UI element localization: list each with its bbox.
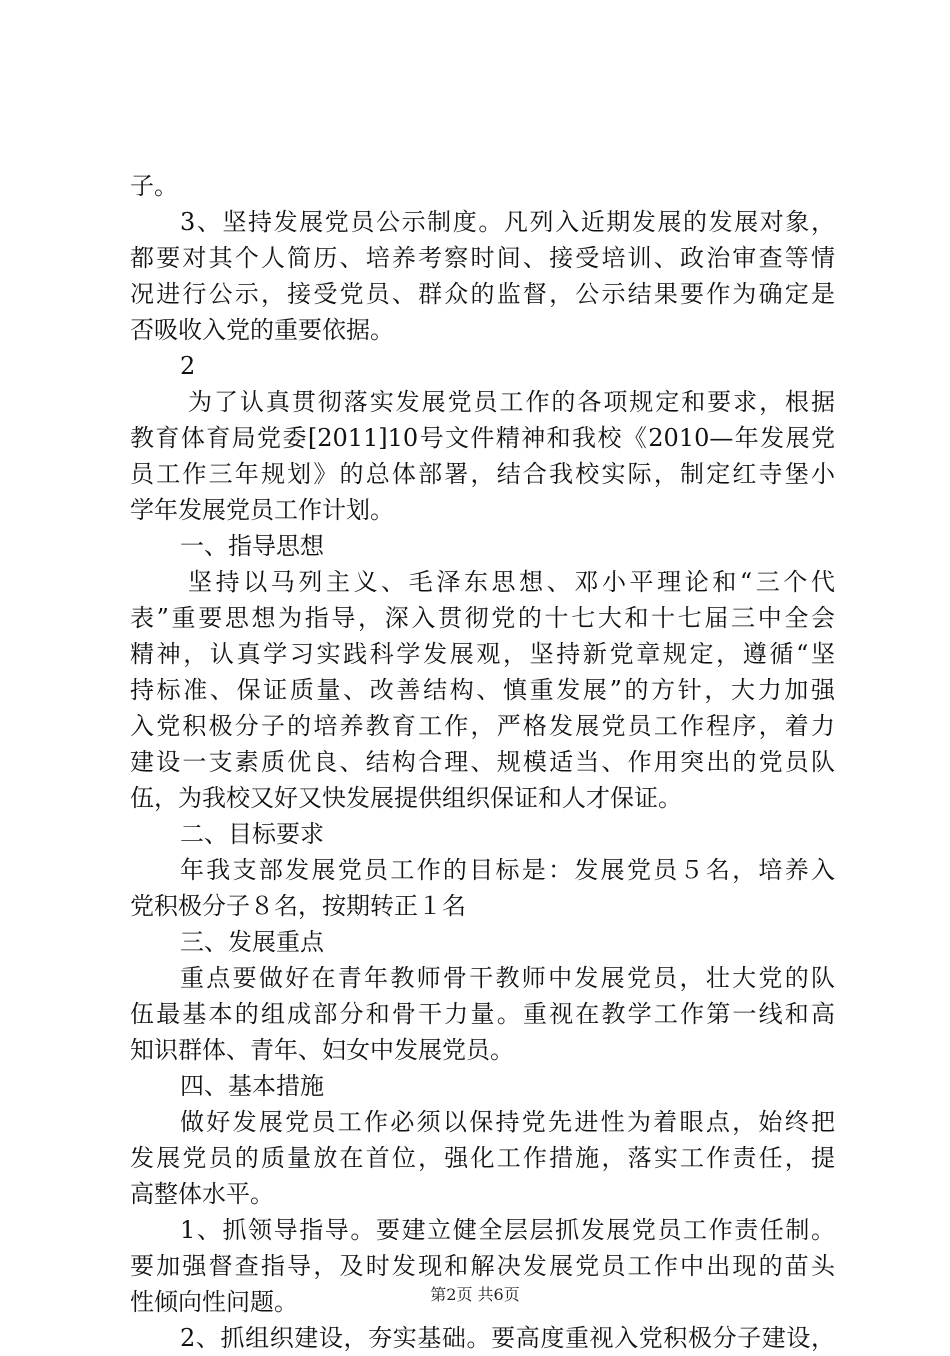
text-line: 入党积极分子的培养教育工作，严格发展党员工作程序，着力 [130,712,835,740]
section-heading: 二、目标要求 [180,820,324,848]
text-line: 要加强督查指导，及时发现和解决发展党员工作中出现的苗头 [130,1252,835,1280]
document-body [130,168,835,1356]
text-line: 重点要做好在青年教师骨干教师中发展党员，壮大党的队 [180,964,835,992]
text-line: 都要对其个人简历、培养考察时间、接受培训、政治审查等情 [130,244,835,272]
section-heading: 四、基本措施 [180,1072,324,1100]
text-line: 3、坚持发展党员公示制度。凡列入近期发展的发展对象， [180,208,835,236]
text-line: 2 [180,352,196,380]
text-line: 发展党员的质量放在首位，强化工作措施，落实工作责任，提 [130,1144,835,1172]
text-line: 况进行公示，接受党员、群众的监督，公示结果要作为确定是 [130,280,835,308]
text-line: 持标准、保证质量、改善结构、慎重发展”的方针，大力加强 [130,676,835,704]
text-line: 2、抓组织建设，夯实基础。要高度重视入党积极分子建设， [180,1324,835,1352]
text-line: 精神，认真学习实践科学发展观，坚持新党章规定，遵循“坚 [130,640,835,668]
text-line: 高整体水平。 [130,1180,274,1208]
page-number-footer: 第2页 共6页 [430,1285,520,1304]
text-line: 学年发展党员工作计划。 [130,496,394,524]
text-line: 性倾向性问题。 [130,1288,298,1316]
text-line: 表”重要思想为指导，深入贯彻党的十七大和十七届三中全会 [130,604,835,632]
section-heading: 三、发展重点 [180,928,324,956]
text-line: 员工作三年规划》的总体部署，结合我校实际，制定红寺堡小 [130,460,835,488]
section-heading: 一、指导思想 [180,532,324,560]
text-line: 子。 [130,172,178,200]
text-line: 做好发展党员工作必须以保持党先进性为着眼点，始终把 [180,1108,835,1136]
text-line: 1、抓领导指导。要建立健全层层抓发展党员工作责任制。 [180,1216,835,1244]
text-line: 为了认真贯彻落实发展党员工作的各项规定和要求，根据 [188,388,835,416]
text-line: 党积极分子８名，按期转正１名 [130,892,466,920]
text-line: 教育体育局党委[2011]10号文件精神和我校《2010—年发展党 [130,424,835,452]
text-line: 否吸收入党的重要依据。 [130,316,394,344]
text-line: 年我支部发展党员工作的目标是：发展党员５名，培养入 [180,856,835,884]
text-line: 伍，为我校又好又快发展提供组织保证和人才保证。 [130,784,682,812]
text-line: 建设一支素质优良、结构合理、规模适当、作用突出的党员队 [130,748,835,776]
text-line: 知识群体、青年、妇女中发展党员。 [130,1036,514,1064]
text-line: 伍最基本的组成部分和骨干力量。重视在教学工作第一线和高 [130,1000,835,1028]
text-line: 坚持以马列主义、毛泽东思想、邓小平理论和“三个代 [188,568,835,596]
